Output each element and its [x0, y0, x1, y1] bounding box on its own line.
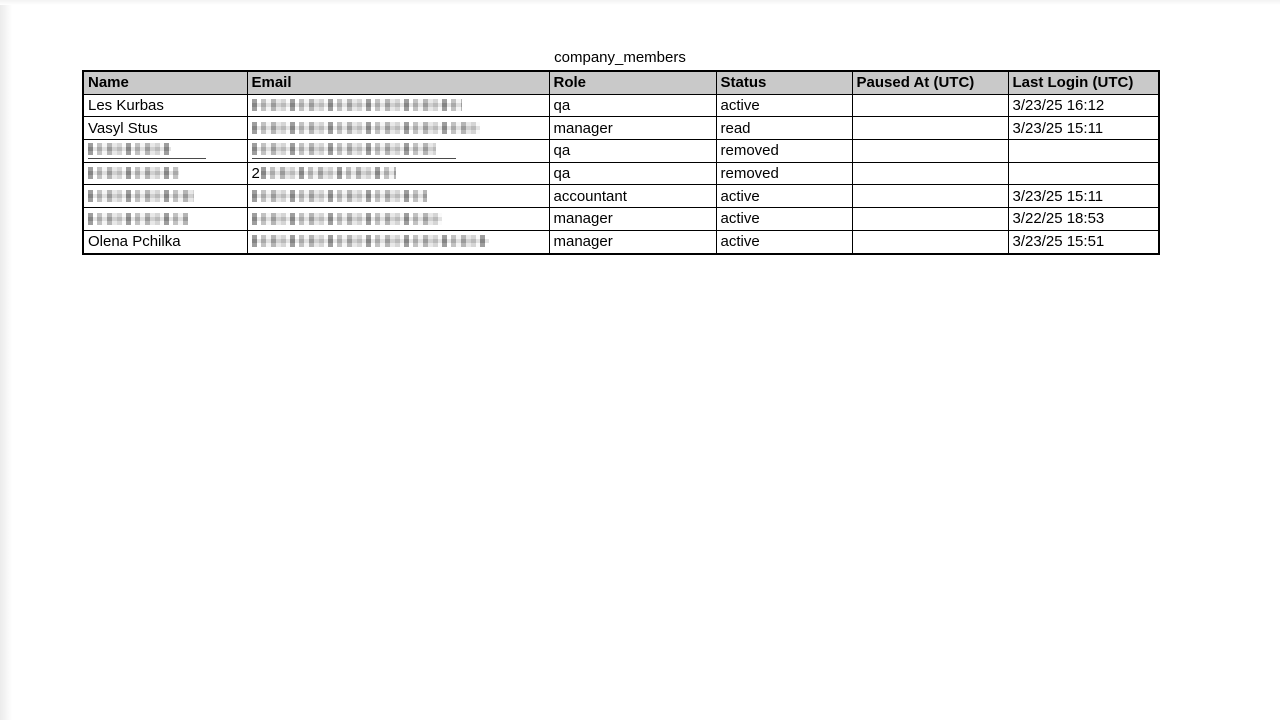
cell-paused-at	[852, 230, 1008, 253]
member-role: accountant	[553, 187, 627, 205]
cell-email	[247, 162, 549, 185]
col-header-status: Status	[716, 71, 852, 94]
redacted-email	[261, 167, 396, 179]
cell-status	[716, 230, 852, 253]
cell-name	[83, 162, 247, 185]
col-header-last-login: Last Login (UTC)	[1008, 71, 1159, 94]
member-name: Vasyl Stus	[88, 119, 158, 137]
sheet-title: company_members	[554, 49, 686, 66]
cell-paused-at	[852, 208, 1008, 231]
member-last-login: 3/22/25 18:53	[1012, 210, 1105, 228]
page-edge-shading-top	[0, 0, 1280, 5]
member-role: manager	[553, 119, 613, 137]
cell-role	[549, 230, 716, 253]
member-role: manager	[553, 233, 613, 251]
cell-role	[549, 208, 716, 231]
redacted-name	[88, 144, 206, 159]
email-visible-prefix: 2	[251, 165, 260, 183]
cell-role	[549, 140, 716, 163]
cell-paused-at	[852, 94, 1008, 117]
member-last-login: 3/23/25 15:51	[1012, 233, 1105, 251]
redacted-email	[252, 235, 489, 247]
member-status: read	[720, 119, 751, 137]
member-role: qa	[553, 142, 571, 160]
company-members-table	[82, 70, 1160, 255]
member-name: Olena Pchilka	[88, 233, 181, 251]
cell-email	[247, 117, 549, 140]
member-status: active	[720, 187, 760, 205]
cell-name	[83, 230, 247, 253]
cell-status	[716, 94, 852, 117]
header-row	[83, 71, 1159, 94]
member-role: manager	[553, 210, 613, 228]
cell-email	[247, 94, 549, 117]
cell-last-login	[1008, 140, 1159, 163]
cell-role	[549, 117, 716, 140]
cell-last-login	[1008, 230, 1159, 253]
cell-email	[247, 230, 549, 253]
member-status: active	[720, 233, 760, 251]
cell-paused-at	[852, 117, 1008, 140]
cell-paused-at	[852, 162, 1008, 185]
cell-role	[549, 94, 716, 117]
cell-status	[716, 208, 852, 231]
cell-status	[716, 185, 852, 208]
cell-status	[716, 140, 852, 163]
table-body	[83, 94, 1159, 253]
table-row	[83, 230, 1159, 253]
redacted-email	[252, 190, 427, 202]
redacted-email	[252, 99, 462, 111]
table-row	[83, 162, 1159, 185]
member-role: qa	[553, 97, 571, 115]
col-header-email: Email	[247, 71, 549, 94]
cell-name	[83, 185, 247, 208]
redacted-email	[252, 122, 480, 134]
cell-last-login	[1008, 162, 1159, 185]
table-header	[83, 71, 1159, 94]
cell-name	[83, 208, 247, 231]
redacted-email	[252, 213, 442, 225]
page-edge-shading-left	[0, 0, 14, 720]
cell-email	[247, 185, 549, 208]
table-row	[83, 94, 1159, 117]
cell-role	[549, 185, 716, 208]
redacted-name	[88, 213, 188, 225]
col-header-name: Name	[83, 71, 247, 94]
cell-email	[247, 140, 549, 163]
cell-name	[83, 117, 247, 140]
redacted-email	[252, 144, 456, 159]
cell-last-login	[1008, 117, 1159, 140]
member-last-login: 3/23/25 15:11	[1012, 187, 1104, 205]
member-status: active	[720, 97, 760, 115]
cell-email	[247, 208, 549, 231]
col-header-paused-at: Paused At (UTC)	[852, 71, 1008, 94]
table-row	[83, 208, 1159, 231]
member-status: removed	[720, 142, 779, 160]
redacted-name	[88, 167, 179, 179]
member-last-login: 3/23/25 15:11	[1012, 119, 1104, 137]
member-status: removed	[720, 165, 779, 183]
cell-paused-at	[852, 140, 1008, 163]
cell-name	[83, 94, 247, 117]
table-row	[83, 140, 1159, 163]
cell-last-login	[1008, 185, 1159, 208]
cell-last-login	[1008, 94, 1159, 117]
cell-role	[549, 162, 716, 185]
member-role: qa	[553, 165, 571, 183]
cell-status	[716, 117, 852, 140]
redacted-name	[88, 190, 194, 202]
cell-status	[716, 162, 852, 185]
cell-name	[83, 140, 247, 163]
table-row	[83, 185, 1159, 208]
table-row	[83, 117, 1159, 140]
member-status: active	[720, 210, 760, 228]
cell-last-login	[1008, 208, 1159, 231]
col-header-role: Role	[549, 71, 716, 94]
cell-paused-at	[852, 185, 1008, 208]
member-last-login: 3/23/25 16:12	[1012, 97, 1105, 115]
member-name: Les Kurbas	[88, 97, 164, 115]
